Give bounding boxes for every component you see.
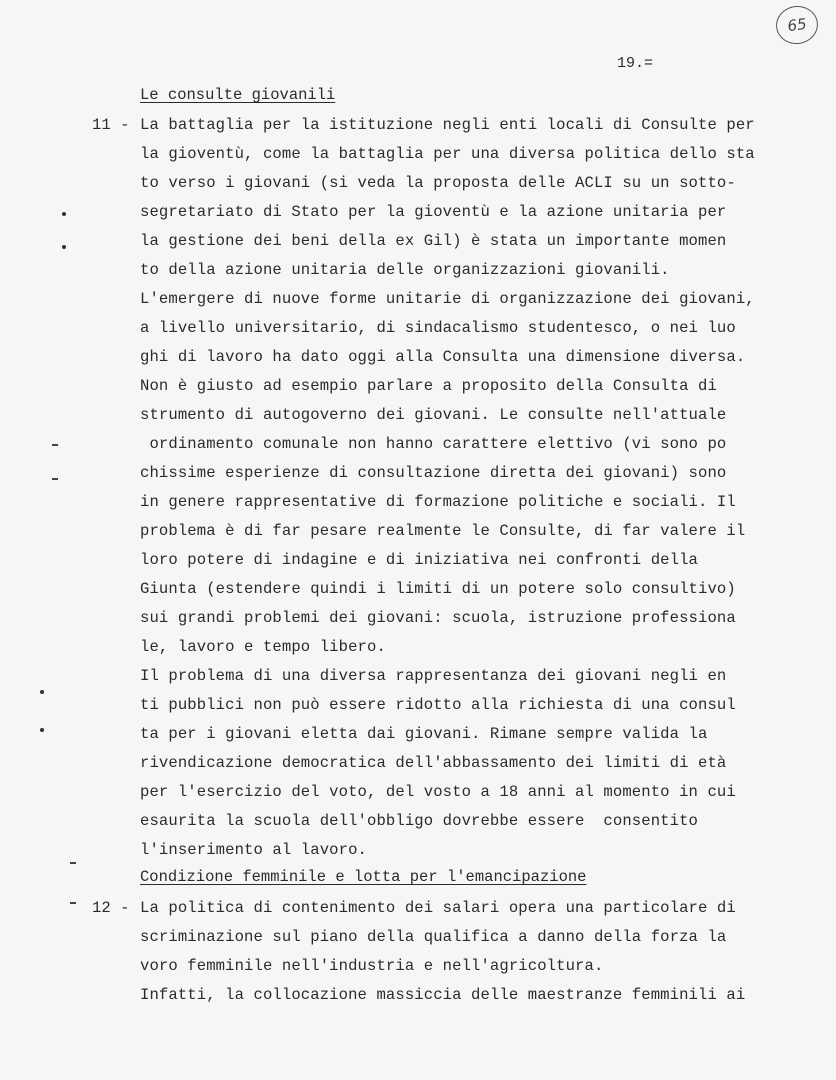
text-line: esaurita la scuola dell'obbligo dovrebbe essere consentito [140,812,699,830]
page-number: 19.= [617,55,654,72]
text-line: in genere rappresentative di formazione politiche e sociali. Il [140,493,736,511]
text-line: voro femminile nell'industria e nell'agricoltura. [140,957,604,975]
text-line: sui grandi problemi dei giovani: scuola, istruzione professiona [140,609,736,627]
page-stamp: 65 [774,3,821,46]
text-line: ordinamento comunale non hanno carattere elettivo (vi sono po [140,435,727,453]
margin-mark [52,478,58,480]
margin-mark [62,245,66,249]
text-line: problema è di far pesare realmente le Consulte, di far valere il [140,522,746,540]
margin-mark [70,902,76,904]
text-line: Giunta (estendere quindi i limiti di un potere solo consultivo) [140,580,736,598]
text-line: Infatti, la collocazione massiccia delle maestranze femminili ai [140,986,746,1004]
text-line: strumento di autogoverno dei giovani. Le consulte nell'attuale [140,406,727,424]
text-line: segretariato di Stato per la gioventù e la azione unitaria per [140,203,727,221]
text-line: ti pubblici non può essere ridotto alla richiesta di una consul [140,696,736,714]
margin-mark [52,444,58,446]
section-heading-condizione-femminile: Condizione femminile e lotta per l'emancipazione [140,868,587,886]
text-line: La politica di contenimento dei salari opera una particolare di [140,899,736,917]
text-line: per l'esercizio del voto, del vosto a 18 anni al momento in cui [140,783,736,801]
text-line: la gioventù, come la battaglia per una diversa politica dello sta [140,145,755,163]
text-line: scriminazione sul piano della qualifica a danno della forza la [140,928,727,946]
text-line: ta per i giovani eletta dai giovani. Rimane sempre valida la [140,725,708,743]
text-line: a livello universitario, di sindacalismo studentesco, o nei luo [140,319,736,337]
text-line: la gestione dei beni della ex Gil) è stata un importante momen [140,232,727,250]
margin-mark [70,862,76,864]
text-line: La battaglia per la istituzione negli enti locali di Consulte per [140,116,755,134]
section-heading-consulte: Le consulte giovanili [140,86,336,104]
margin-mark [40,690,44,694]
text-line: to della azione unitaria delle organizzazioni giovanili. [140,261,670,279]
text-line: rivendicazione democratica dell'abbassamento dei limiti di età [140,754,727,772]
text-line: chissime esperienze di consultazione diretta dei giovani) sono [140,464,727,482]
item-number-11: 11 - [92,116,130,134]
text-line: ghi di lavoro ha dato oggi alla Consulta una dimensione diversa. [140,348,746,366]
text-line: loro potere di indagine e di iniziativa nei confronti della [140,551,699,569]
text-line: Non è giusto ad esempio parlare a proposito della Consulta di [140,377,717,395]
item-number-12: 12 - [92,899,130,917]
margin-mark [62,212,66,216]
text-line: l'inserimento al lavoro. [140,841,367,859]
text-line: le, lavoro e tempo libero. [140,638,386,656]
text-line: to verso i giovani (si veda la proposta delle ACLI su un sotto- [140,174,736,192]
margin-mark [40,728,44,732]
text-line: L'emergere di nuove forme unitarie di organizzazione dei giovani, [140,290,755,308]
text-line: Il problema di una diversa rappresentanza dei giovani negli en [140,667,727,685]
